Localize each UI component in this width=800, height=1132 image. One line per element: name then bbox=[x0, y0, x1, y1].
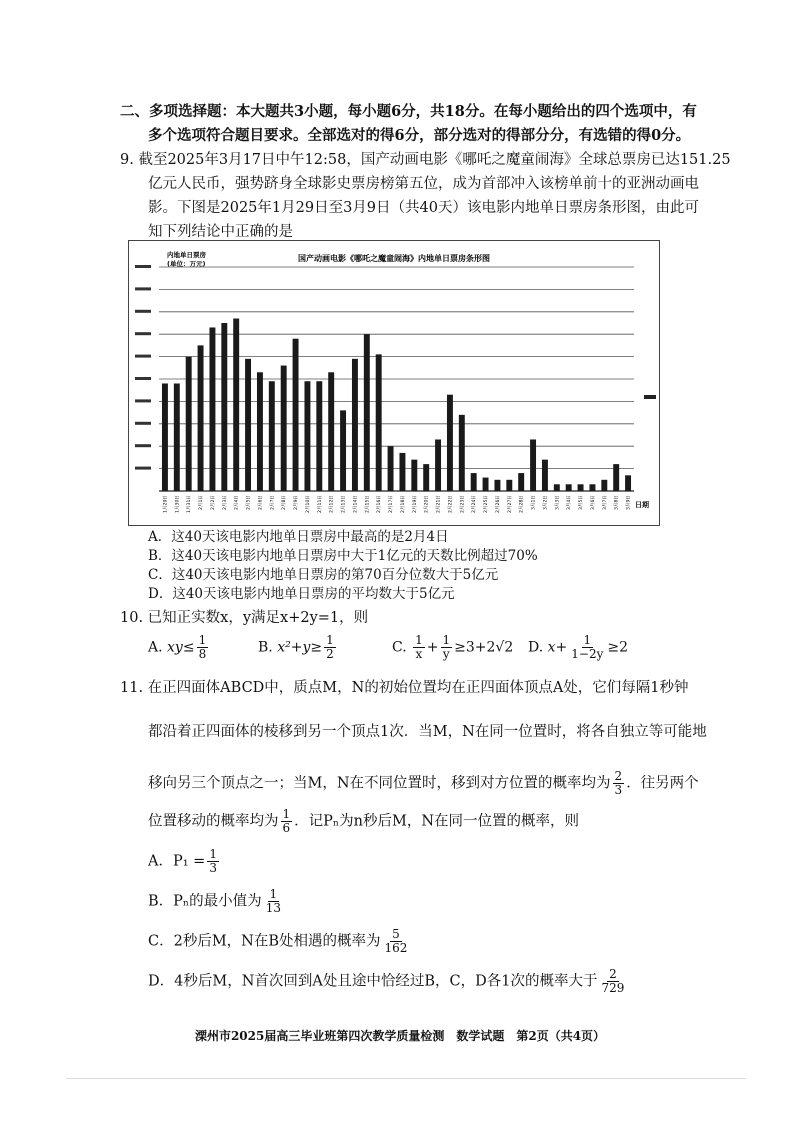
bar bbox=[174, 383, 180, 491]
bar bbox=[186, 357, 192, 491]
bar-chart-svg bbox=[129, 241, 659, 525]
bar bbox=[447, 395, 453, 491]
q10-option-b: B. x²+y≥ $\frac{1}{2}$ bbox=[258, 633, 334, 661]
legend-mark bbox=[644, 395, 656, 399]
bar bbox=[388, 446, 394, 491]
section-heading: 二、多项选择题：本大题共3小题，每小题6分，共18分。在每小题给出的四个选项中，有 bbox=[120, 103, 697, 120]
y-tick-label bbox=[135, 444, 151, 447]
x-tick-label: 2月10日 bbox=[305, 495, 311, 513]
q11-line-2: 都沿着正四面体的棱移到另一个顶点1次．当M，N在同一位置时，将各自独立等可能地 bbox=[148, 724, 707, 740]
bar bbox=[589, 484, 595, 491]
y-axis-label: 内地单日票房 bbox=[167, 251, 206, 259]
bar bbox=[506, 480, 512, 491]
bar bbox=[328, 372, 334, 491]
bar bbox=[281, 366, 287, 491]
x-axis-label: 日期 bbox=[635, 501, 649, 509]
x-tick-label: 2月4日 bbox=[234, 495, 240, 511]
q10-option-a: A. xy≤ $\frac{1}{8}$ bbox=[148, 633, 207, 661]
bar bbox=[162, 383, 168, 491]
x-tick-label: 2月6日 bbox=[258, 495, 264, 511]
q9-option-d: D．这40天该电影内地单日票房的平均数大于5亿元 bbox=[148, 586, 455, 602]
bar bbox=[471, 473, 477, 491]
page-footer: 溧州市2025届高三毕业班第四次教学质量检测 数学试题 第2页（共4页） bbox=[194, 1029, 606, 1043]
x-tick-label: 3月4日 bbox=[567, 495, 573, 511]
chart-title: 国产动画电影《哪吒之魔童闹海》内地单日票房条形图 bbox=[298, 254, 490, 263]
q9-option-b: B．这40天该电影内地单日票房中大于1亿元的天数比例超过70% bbox=[148, 548, 538, 564]
bar bbox=[613, 464, 619, 491]
x-tick-label: 1月29日 bbox=[163, 495, 169, 513]
x-tick-label: 2月23日 bbox=[460, 495, 466, 513]
x-tick-label: 2月5日 bbox=[246, 495, 252, 511]
q9-option-c: C．这40天该电影内地单日票房的第70百分位数大于5亿元 bbox=[148, 567, 499, 583]
x-tick-label: 2月19日 bbox=[412, 495, 418, 513]
q9-line-3: 影。下图是2025年1月29日至3月9日（共40天）该电影内地单日票房条形图，由此可 bbox=[148, 200, 699, 216]
bar bbox=[566, 484, 572, 491]
q10-stem: 10. 已知正实数x，y满足x+2y=1，则 bbox=[120, 610, 369, 626]
x-tick-label: 2月25日 bbox=[484, 495, 490, 513]
bar bbox=[376, 354, 382, 491]
box-office-chart bbox=[128, 240, 660, 526]
q11-line-4: 位置移动的概率均为 $\frac{1}{6}$ ．记Pₙ为n秒后M，N在同一位置的概率，则 bbox=[148, 807, 580, 835]
x-tick-label: 2月2日 bbox=[210, 495, 216, 511]
x-tick-label: 3月5日 bbox=[579, 495, 585, 511]
q11-option-d: D．4秒后M，N首次回到A处且途中恰经过B，C，D各1次的概率大于 $\frac{2}{729}$ bbox=[148, 967, 625, 995]
bar bbox=[233, 319, 239, 491]
bar bbox=[411, 460, 417, 491]
y-tick-label bbox=[135, 355, 151, 358]
q9-option-a: A．这40天该电影内地单日票房中最高的是2月4日 bbox=[148, 529, 449, 545]
q11-line-1: 11. 在正四面体ABCD中，质点M，N的初始位置均在正四面体顶点A处，它们每隔1秒钟 bbox=[120, 680, 689, 696]
bar bbox=[399, 453, 405, 491]
y-tick-label bbox=[135, 377, 151, 380]
x-tick-label: 2月18日 bbox=[400, 495, 406, 513]
x-tick-label: 2月13日 bbox=[341, 495, 347, 513]
bar bbox=[304, 381, 310, 491]
y-tick-label bbox=[135, 332, 151, 335]
q9-line-4: 知下列结论中正确的是 bbox=[148, 224, 293, 240]
bar bbox=[601, 480, 607, 491]
q11-line-3: 移向另三个顶点之一；当M，N在不同位置时，移到对方位置的概率均为 $\frac{2}{3}$ ．往另两个 bbox=[148, 769, 699, 797]
bar bbox=[209, 327, 215, 491]
x-tick-label: 2月1日 bbox=[199, 495, 205, 511]
y-tick-label bbox=[135, 399, 151, 402]
x-tick-label: 2月7日 bbox=[270, 495, 276, 511]
bar bbox=[257, 372, 263, 491]
x-tick-label: 2月26日 bbox=[495, 495, 501, 513]
q11-option-a: A．P₁ = $\frac{1}{3}$ bbox=[148, 847, 217, 875]
x-tick-label: 2月24日 bbox=[472, 495, 478, 513]
q10-number: 10. bbox=[120, 610, 148, 626]
y-tick-label bbox=[135, 310, 151, 313]
bar bbox=[530, 439, 536, 491]
y-tick-label bbox=[135, 265, 151, 268]
bar bbox=[316, 381, 322, 491]
bar bbox=[459, 415, 465, 491]
q10-option-d: D. x+ $\frac{1}{1-2y}$ ≥2 bbox=[528, 633, 629, 661]
y-tick-label bbox=[135, 422, 151, 425]
x-tick-label: 2月8日 bbox=[282, 495, 288, 511]
bar bbox=[542, 460, 548, 491]
section-instructions: 多个选项符合题目要求。全部选对的得6分，部分选对的得部分分，有选错的得0分。 bbox=[148, 127, 691, 144]
bar bbox=[483, 478, 489, 491]
bar bbox=[625, 475, 631, 491]
bar bbox=[245, 359, 251, 491]
x-tick-label: 3月9日 bbox=[626, 495, 632, 511]
x-tick-label: 1月31日 bbox=[187, 495, 193, 513]
bar bbox=[423, 464, 429, 491]
x-tick-label: 2月9日 bbox=[294, 495, 300, 511]
q9-number: 9. bbox=[120, 152, 139, 168]
bar bbox=[340, 410, 346, 491]
bar bbox=[352, 359, 358, 491]
bar bbox=[554, 484, 560, 491]
q11-option-c: C．2秒后M，N在B处相遇的概率为 $\frac{5}{162}$ bbox=[148, 927, 408, 955]
bar bbox=[269, 381, 275, 491]
x-tick-label: 2月28日 bbox=[519, 495, 525, 513]
x-tick-label: 1月30日 bbox=[175, 495, 181, 513]
x-tick-label: 2月17日 bbox=[389, 495, 395, 513]
x-tick-label: 3月8日 bbox=[614, 495, 620, 511]
x-tick-label: 2月27日 bbox=[507, 495, 513, 513]
bar bbox=[578, 484, 584, 491]
bar bbox=[494, 480, 500, 491]
x-tick-label: 3月7日 bbox=[602, 495, 608, 511]
x-tick-label: 3月1日 bbox=[531, 495, 537, 511]
q11-option-b: B．Pₙ的最小值为 $\frac{1}{13}$ bbox=[148, 887, 281, 915]
x-tick-label: 3月2日 bbox=[543, 495, 549, 511]
bar bbox=[435, 439, 441, 491]
x-tick-label: 2月21日 bbox=[436, 495, 442, 513]
q9-line-1: 9. 截至2025年3月17日中午12:58，国产动画电影《哪吒之魔童闹海》全球总票房已达151.25 bbox=[120, 152, 731, 168]
fraction: $\frac{1}{2}$ bbox=[326, 633, 334, 661]
y-tick-label bbox=[135, 467, 151, 470]
x-tick-label: 2月3日 bbox=[222, 495, 228, 511]
x-tick-label: 2月14日 bbox=[353, 495, 359, 513]
q9-line-2: 亿元人民币，强势跻身全球影史票房榜第五位，成为首部冲入该榜单前十的亚洲动画电 bbox=[148, 176, 699, 192]
scan-edge-line bbox=[66, 1078, 746, 1079]
bar bbox=[293, 339, 299, 491]
x-tick-label: 3月3日 bbox=[555, 495, 561, 511]
q10-option-c: C. $\frac{1}{x}$ + $\frac{1}{y}$ ≥3+2√2 bbox=[392, 633, 514, 661]
bar bbox=[221, 323, 227, 491]
bar bbox=[198, 345, 204, 491]
x-tick-label: 2月16日 bbox=[377, 495, 383, 513]
q11-number: 11. bbox=[120, 680, 148, 696]
bar bbox=[364, 334, 370, 491]
fraction: $\frac{1}{8}$ bbox=[198, 633, 207, 661]
x-tick-label: 3月6日 bbox=[590, 495, 596, 511]
x-tick-label: 2月12日 bbox=[329, 495, 335, 513]
x-tick-label: 2月15日 bbox=[365, 495, 371, 513]
x-tick-label: 2月22日 bbox=[448, 495, 454, 513]
y-axis-unit: (单位：万元) bbox=[167, 260, 206, 268]
y-tick-label bbox=[135, 287, 151, 290]
x-tick-label: 2月11日 bbox=[317, 495, 323, 513]
x-tick-label: 2月20日 bbox=[424, 495, 430, 513]
bar bbox=[518, 473, 524, 491]
